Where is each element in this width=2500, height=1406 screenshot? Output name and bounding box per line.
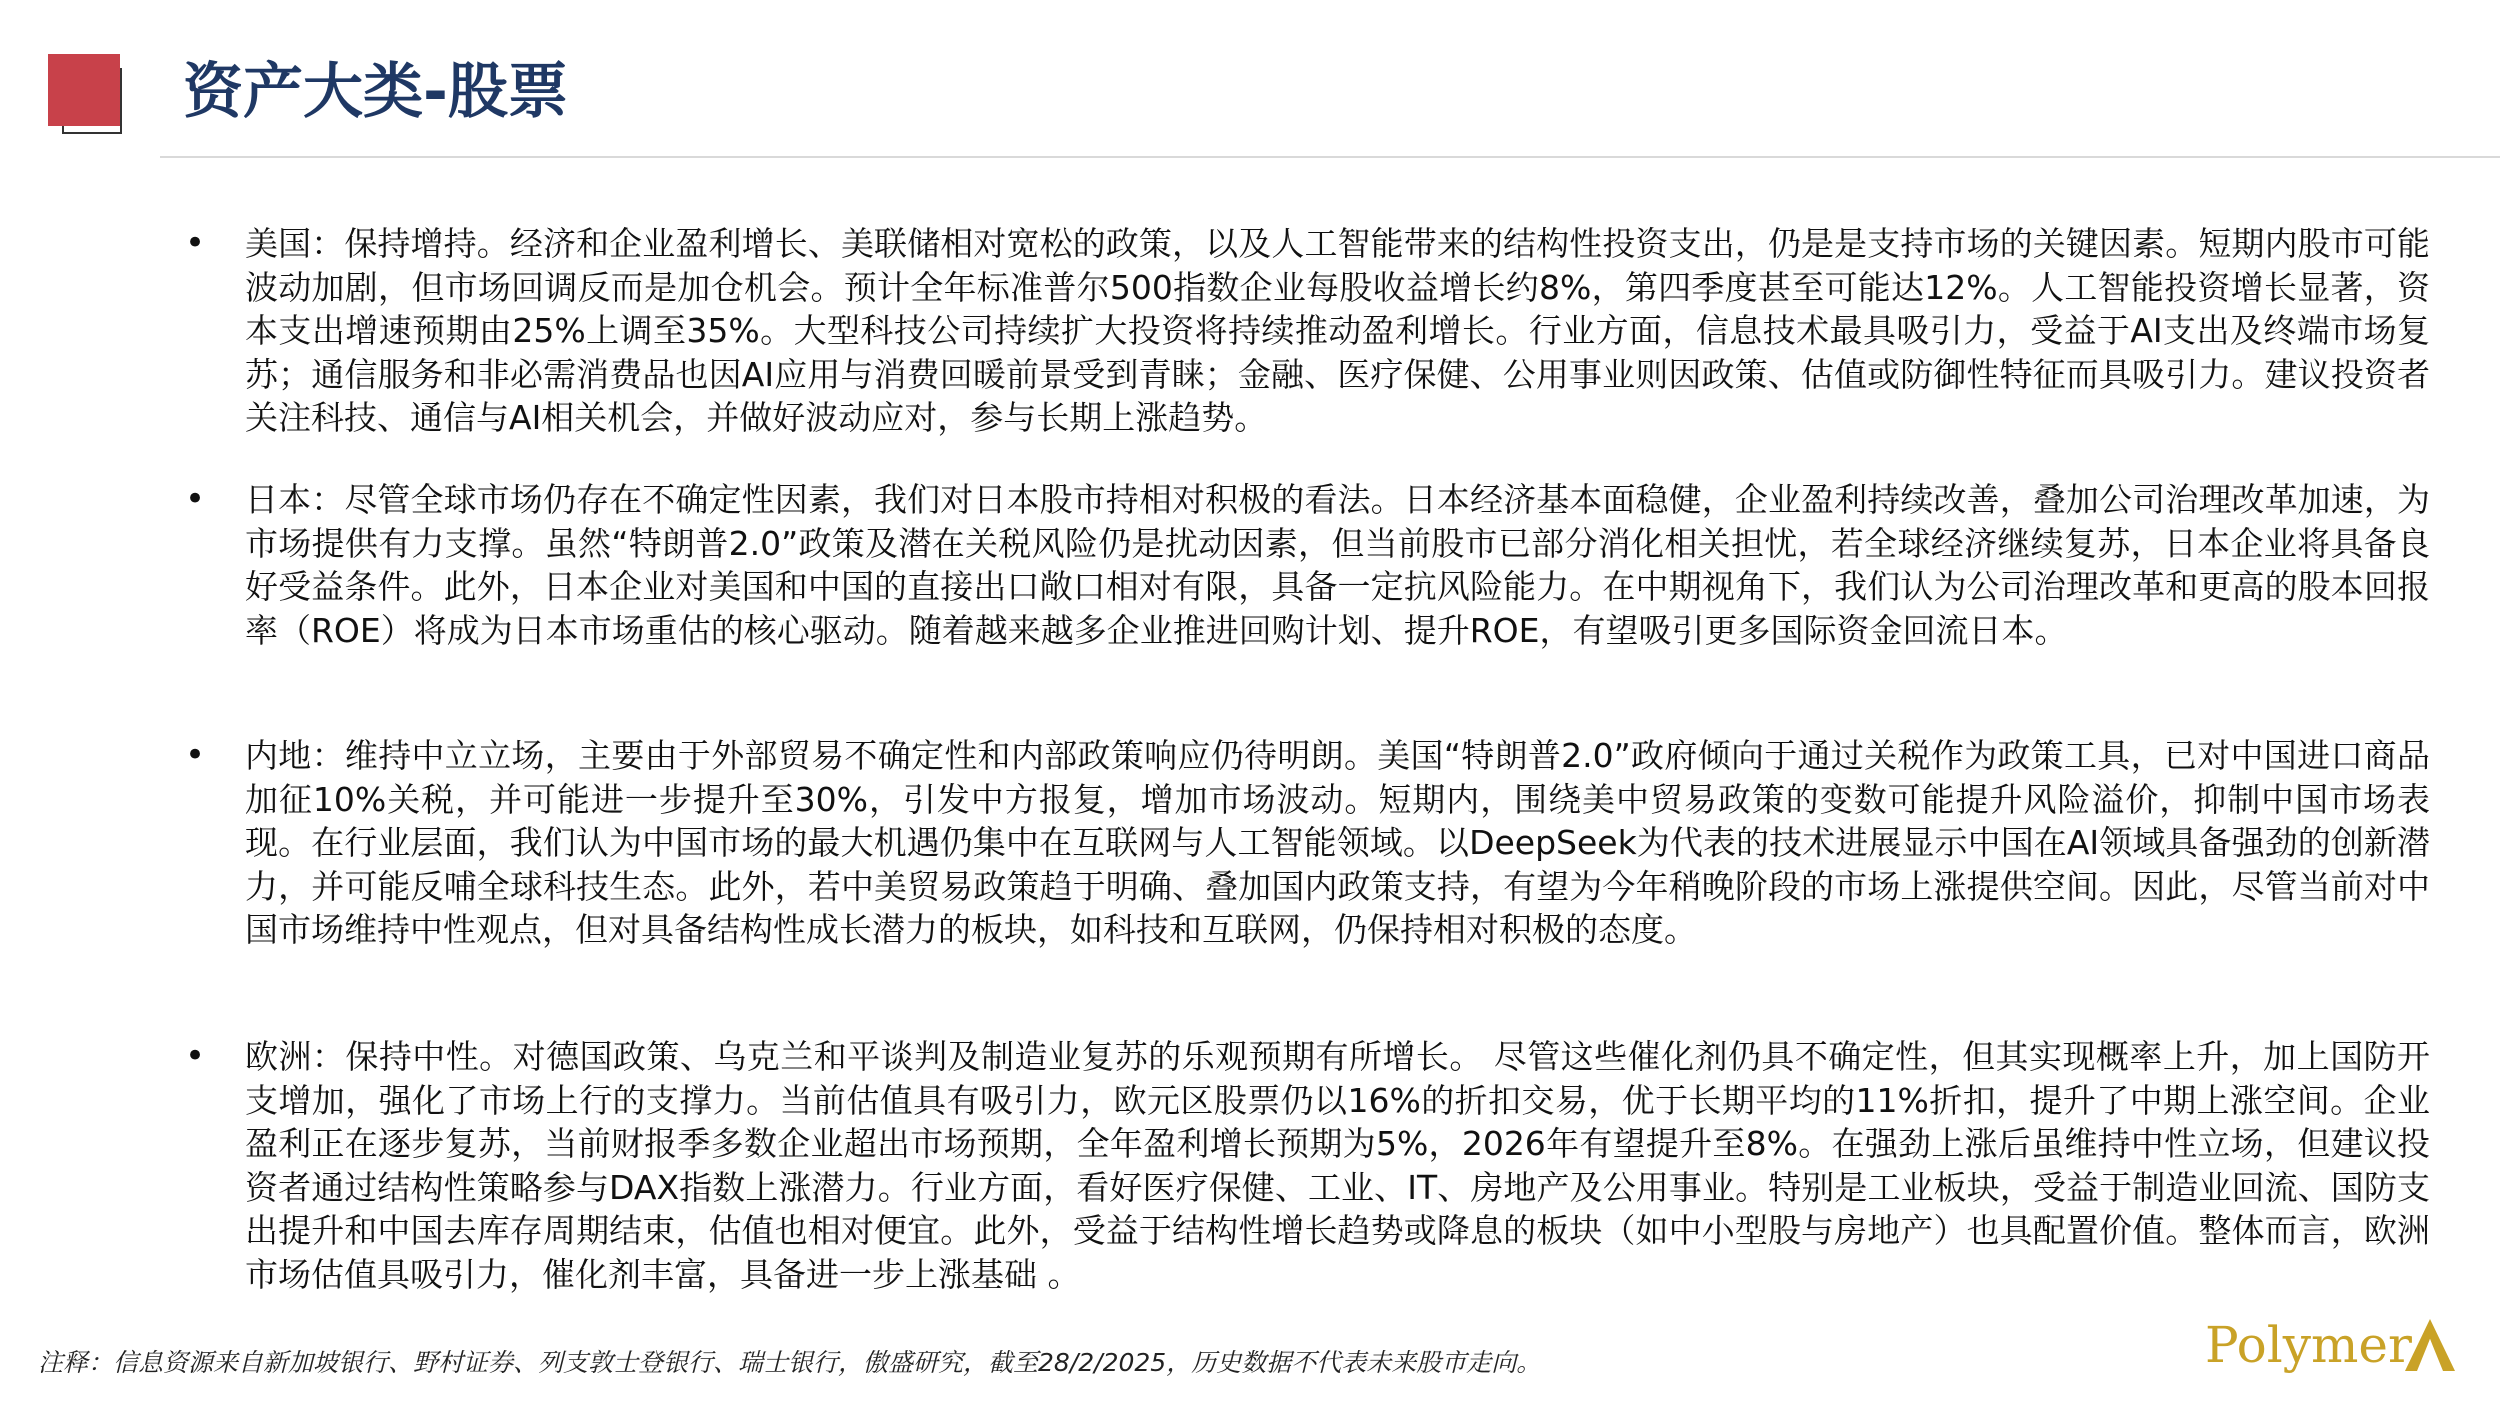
bullet-dot: • bbox=[185, 223, 206, 263]
bullet-dot: • bbox=[185, 1036, 206, 1076]
bullet-text-japan: 日本：尽管全球市场仍存在不确定性因素，我们对日本股市持相对积极的看法。日本经济基本面稳健，企业盈利持续改善，叠加公司治理改革加速，为市场提供有力支撑。虽然“特朗普2.0”政策及潜在关税风险仍是扰动因素，但当前股市已部分消化相关担忧，若全球经济继续复苏，日本企业将具备良好受益条件。此外，日本企业对美国和中国的直接出口敞口相对有限，具备一定抗风险能力。在中期视角下，我们认为公司治理改革和更高的股本回报率（ROE）将成为日本市场重估的核心驱动。随着越来越多企业推进回购计划、提升ROE，有望吸引更多国际资金回流日本。 bbox=[245, 480, 2430, 650]
polymer-a-logo-icon bbox=[2403, 1317, 2457, 1373]
title-accent-icon bbox=[48, 54, 124, 136]
footnote: 注释：信息资源来自新加坡银行、野村证券、列支敦士登银行、瑞士银行，傲盛研究，截至28/2/2025，历史数据不代表未来股市走向。 bbox=[38, 1348, 1542, 1377]
bullet-dot: • bbox=[185, 479, 206, 519]
logo-text: Polymer bbox=[2205, 1316, 2412, 1374]
bullet-dot: • bbox=[185, 735, 206, 775]
bullet-text-mainland: 内地：维持中立立场，主要由于外部贸易不确定性和内部政策响应仍待明朗。美国“特朗普2.0”政府倾向于通过关税作为政策工具，已对中国进口商品加征10%关税，并可能进一步提升至30%，引发中方报复，增加市场波动。短期内，围绕美中贸易政策的变数可能提升风险溢价，抑制中国市场表现。在行业层面，我们认为中国市场的最大机遇仍集中在互联网与人工智能领域。以DeepSeek为代表的技术进展显示中国在AI领域具备强劲的创新潜力，并可能反哺全球科技生态。此外，若中美贸易政策趋于明确、叠加国内政策支持，有望为今年稍晚阶段的市场上涨提供空间。因此，尽管当前对中国市场维持中性观点，但对具备结构性成长潜力的板块，如科技和互联网，仍保持相对积极的态度。 bbox=[245, 736, 2430, 949]
page-title: 资产大类-股票 bbox=[183, 57, 568, 127]
title-divider bbox=[160, 156, 2500, 158]
title-accent-square bbox=[48, 54, 120, 126]
bullet-text-europe: 欧洲：保持中性。对德国政策、乌克兰和平谈判及制造业复苏的乐观预期有所增长。 尽管这些催化剂仍具不确定性，但其实现概率上升，加上国防开支增加，强化了市场上行的支撑力。当前估值具有吸引力，欧元区股票仍以16%的折扣交易，优于长期平均的11%折扣，提升了中期上涨空间。企业盈利正在逐步复苏，当前财报季多数企业超出市场预期，全年盈利增长预期为5%，2026年有望提升至8%。在强劲上涨后虽维持中性立场，但建议投资者通过结构性策略参与DAX指数上涨潜力。行业方面，看好医疗保健、工业、IT、房地产及公用事业。特别是工业板块，受益于制造业回流、国防支出提升和中国去库存周期结束，估值也相对便宜。此外，受益于结构性增长趋势或降息的板块（如中小型股与房地产）也具配置价值。整体而言，欧洲市场估值具吸引力，催化剂丰富，具备进一步上涨基础 。 bbox=[245, 1037, 2430, 1294]
bullet-text-us: 美国：保持增持。经济和企业盈利增长、美联储相对宽松的政策，以及人工智能带来的结构性投资支出，仍是是支持市场的关键因素。短期内股市可能波动加剧，但市场回调反而是加仓机会。预计全年标准普尔500指数企业每股收益增长约8%，第四季度甚至可能达12%。人工智能投资增长显著，资本支出增速预期由25%上调至35%。大型科技公司持续扩大投资将持续推动盈利增长。行业方面，信息技术最具吸引力，受益于AI支出及终端市场复苏；通信服务和非必需消费品也因AI应用与消费回暖前景受到青睐；金融、医疗保健、公用事业则因政策、估值或防御性特征而具吸引力。建议投资者关注科技、通信与AI相关机会，并做好波动应对，参与长期上涨趋势。 bbox=[245, 224, 2430, 437]
polymer-logo bbox=[2205, 1313, 2465, 1377]
